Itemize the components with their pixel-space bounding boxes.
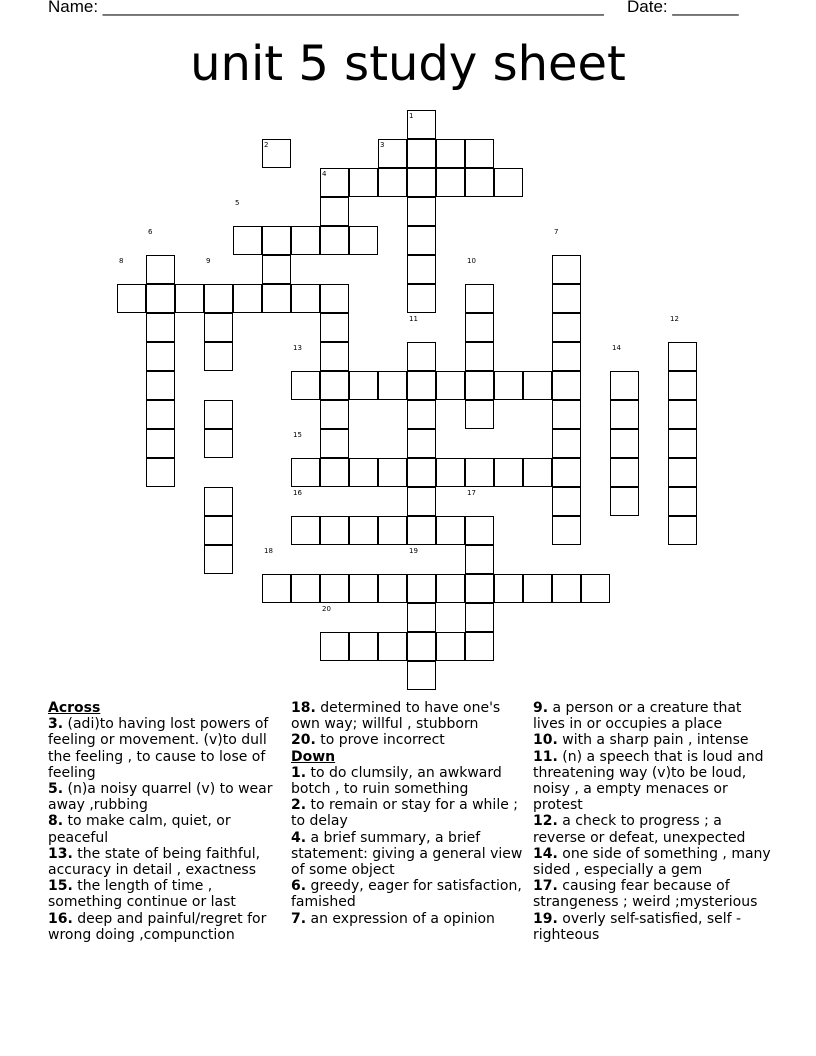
clue-number: 14. xyxy=(533,845,558,862)
grid-cell[interactable] xyxy=(407,255,436,284)
clue-text: an expression of a opinion xyxy=(306,910,495,927)
grid-cell[interactable] xyxy=(117,284,146,313)
clue-text: to prove incorrect xyxy=(315,732,445,749)
clue-2 xyxy=(291,797,531,829)
grid-cell[interactable] xyxy=(320,632,349,661)
grid-cell[interactable] xyxy=(465,458,494,487)
grid-cell[interactable] xyxy=(552,516,581,545)
clue-number-6: 6 xyxy=(148,228,153,236)
grid-cell[interactable] xyxy=(378,458,407,487)
grid-cell[interactable] xyxy=(523,458,552,487)
grid-cell[interactable] xyxy=(204,400,233,429)
grid-cell[interactable] xyxy=(465,574,494,603)
grid-cell[interactable] xyxy=(465,516,494,545)
grid-cell[interactable] xyxy=(146,429,175,458)
grid-cell[interactable] xyxy=(436,632,465,661)
grid-cell[interactable] xyxy=(291,516,320,545)
grid-cell[interactable] xyxy=(465,313,494,342)
clue-number-19: 19 xyxy=(409,547,418,555)
grid-cell[interactable] xyxy=(146,284,175,313)
clue-number-11: 11 xyxy=(409,315,418,323)
grid-cell[interactable] xyxy=(146,458,175,487)
grid-cell[interactable] xyxy=(523,574,552,603)
clue-text: overly self-satisfied, self -righteous xyxy=(533,910,742,943)
clue-number-15: 15 xyxy=(293,431,302,439)
grid-cell[interactable] xyxy=(291,284,320,313)
clue-number: 16. xyxy=(48,910,73,927)
grid-cell[interactable] xyxy=(204,429,233,458)
clue-number-2: 2 xyxy=(264,141,269,149)
clue-15 xyxy=(48,878,288,910)
clue-7 xyxy=(291,911,531,927)
clue-6 xyxy=(291,878,531,910)
grid-cell[interactable] xyxy=(349,458,378,487)
grid-cell[interactable] xyxy=(320,371,349,400)
grid-cell[interactable] xyxy=(436,168,465,197)
clue-number-16: 16 xyxy=(293,489,302,497)
grid-cell[interactable] xyxy=(204,342,233,371)
grid-cell[interactable] xyxy=(465,139,494,168)
grid-cell[interactable] xyxy=(146,342,175,371)
clue-text: (adi)to having lost powers of feeling or movement. (v)to dull the feeling , to cause to lose of feeling xyxy=(48,716,269,781)
grid-cell[interactable] xyxy=(552,458,581,487)
grid-cell[interactable] xyxy=(407,603,436,632)
grid-cell[interactable] xyxy=(146,400,175,429)
grid-cell[interactable] xyxy=(494,574,523,603)
grid-cell[interactable] xyxy=(407,400,436,429)
clue-16 xyxy=(48,911,288,943)
clue-text: a check to progress ; a reverse or defeat, unexpected xyxy=(533,813,746,846)
clue-number: 10. xyxy=(533,732,558,749)
grid-cell[interactable] xyxy=(204,516,233,545)
clue-number: 1. xyxy=(291,764,307,781)
grid-cell[interactable] xyxy=(436,574,465,603)
grid-cell[interactable] xyxy=(552,313,581,342)
clue-number-13: 13 xyxy=(293,344,302,352)
clue-3 xyxy=(48,716,288,781)
grid-cell[interactable] xyxy=(494,371,523,400)
clue-number-18: 18 xyxy=(264,547,273,555)
clue-number-7: 7 xyxy=(554,228,559,236)
grid-cell[interactable] xyxy=(407,458,436,487)
grid-cell[interactable] xyxy=(204,487,233,516)
grid-cell[interactable] xyxy=(407,197,436,226)
clue-number-3: 3 xyxy=(380,141,385,149)
grid-cell[interactable] xyxy=(610,400,639,429)
clue-text: to do clumsily, an awkward botch , to ruin something xyxy=(291,764,502,798)
name-blank[interactable]: _____________________________________________________ xyxy=(102,0,604,16)
grid-cell[interactable] xyxy=(146,313,175,342)
grid-cell[interactable] xyxy=(552,487,581,516)
grid-cell[interactable] xyxy=(436,458,465,487)
clue-number: 17. xyxy=(533,878,558,895)
clue-text: deep and painful/regret for wrong doing ,compunction xyxy=(48,910,267,943)
clue-number: 4. xyxy=(291,829,307,846)
clue-number: 2. xyxy=(291,797,307,814)
grid-cell[interactable] xyxy=(378,516,407,545)
grid-cell[interactable] xyxy=(233,284,262,313)
clue-11 xyxy=(533,749,773,814)
grid-cell[interactable] xyxy=(349,226,378,255)
grid-cell[interactable] xyxy=(407,371,436,400)
grid-cell[interactable] xyxy=(262,255,291,284)
grid-cell[interactable] xyxy=(320,313,349,342)
clue-text: to remain or stay for a while ; to delay xyxy=(291,797,518,830)
grid-cell[interactable] xyxy=(494,458,523,487)
clue-number: 6. xyxy=(291,878,307,895)
grid-cell[interactable] xyxy=(552,371,581,400)
grid-cell[interactable] xyxy=(581,574,610,603)
date-label: Date: xyxy=(627,0,673,16)
page-title: unit 5 study sheet xyxy=(190,36,626,92)
grid-cell[interactable] xyxy=(610,458,639,487)
clue-18 xyxy=(291,700,531,732)
clue-text: causing fear because of strangeness ; weird ;mysterious xyxy=(533,878,758,911)
grid-cell[interactable] xyxy=(668,400,697,429)
clue-5 xyxy=(48,781,288,813)
clue-number-5: 5 xyxy=(235,199,240,207)
grid-cell[interactable] xyxy=(175,284,204,313)
clue-text: one side of something , many sided , especially a gem xyxy=(533,845,771,879)
grid-cell[interactable] xyxy=(494,168,523,197)
grid-cell[interactable] xyxy=(668,342,697,371)
grid-cell[interactable] xyxy=(146,371,175,400)
grid-cell[interactable] xyxy=(349,168,378,197)
clue-17 xyxy=(533,878,773,910)
grid-cell[interactable] xyxy=(465,400,494,429)
grid-cell[interactable] xyxy=(407,632,436,661)
clue-20 xyxy=(291,732,531,748)
clue-text: a person or a creature that lives in or occupies a place xyxy=(533,700,742,733)
clues-column-1 xyxy=(48,700,288,943)
clue-14 xyxy=(533,846,773,878)
grid-cell[interactable] xyxy=(407,487,436,516)
down-heading: Down xyxy=(291,748,336,765)
grid-cell[interactable] xyxy=(204,545,233,574)
grid-cell[interactable] xyxy=(320,516,349,545)
grid-cell[interactable] xyxy=(291,458,320,487)
clue-number-8: 8 xyxy=(119,257,124,265)
grid-cell[interactable] xyxy=(407,516,436,545)
clue-number: 9. xyxy=(533,700,549,716)
grid-cell[interactable] xyxy=(320,574,349,603)
grid-cell[interactable] xyxy=(204,284,233,313)
clue-number: 15. xyxy=(48,878,73,895)
clue-text: determined to have one's own way; willful , stubborn xyxy=(291,700,501,733)
clue-9 xyxy=(533,700,773,732)
grid-cell[interactable] xyxy=(465,603,494,632)
grid-cell[interactable] xyxy=(610,429,639,458)
grid-cell[interactable] xyxy=(552,574,581,603)
clue-number: 11. xyxy=(533,748,558,765)
clue-number-9: 9 xyxy=(206,257,211,265)
grid-cell[interactable] xyxy=(407,139,436,168)
grid-cell[interactable] xyxy=(552,342,581,371)
grid-cell[interactable] xyxy=(349,632,378,661)
clue-number: 7. xyxy=(291,910,307,927)
grid-cell[interactable] xyxy=(436,139,465,168)
clue-number: 13. xyxy=(48,845,73,862)
grid-cell[interactable] xyxy=(668,458,697,487)
grid-cell[interactable] xyxy=(465,371,494,400)
grid-cell[interactable] xyxy=(523,371,552,400)
grid-cell[interactable] xyxy=(320,226,349,255)
grid-cell[interactable] xyxy=(320,197,349,226)
clue-1 xyxy=(291,765,531,797)
clue-number-14: 14 xyxy=(612,344,621,352)
across-heading: Across xyxy=(48,700,101,716)
grid-cell[interactable] xyxy=(378,371,407,400)
clues-column-2 xyxy=(291,700,531,927)
clue-number-20: 20 xyxy=(322,605,331,613)
clue-text: with a sharp pain , intense xyxy=(557,732,749,749)
clue-4 xyxy=(291,830,531,879)
grid-cell[interactable] xyxy=(436,516,465,545)
grid-cell[interactable] xyxy=(407,168,436,197)
clue-number: 18. xyxy=(291,700,316,716)
clue-number: 12. xyxy=(533,813,558,830)
grid-cell[interactable] xyxy=(552,255,581,284)
grid-cell[interactable] xyxy=(320,342,349,371)
grid-cell[interactable] xyxy=(407,429,436,458)
grid-cell[interactable] xyxy=(407,574,436,603)
grid-cell[interactable] xyxy=(349,516,378,545)
grid-cell[interactable] xyxy=(262,226,291,255)
grid-cell[interactable] xyxy=(465,284,494,313)
grid-cell[interactable] xyxy=(291,574,320,603)
clue-text: a brief summary, a brief statement: giving a general view of some object xyxy=(291,829,523,879)
grid-cell[interactable] xyxy=(407,226,436,255)
grid-cell[interactable] xyxy=(378,632,407,661)
grid-cell[interactable] xyxy=(204,313,233,342)
grid-cell[interactable] xyxy=(233,226,262,255)
grid-cell[interactable] xyxy=(320,429,349,458)
clue-text: (n) a speech that is loud and threatening way (v)to be loud, noisy , a empty menaces or protest xyxy=(533,748,764,814)
clue-text: (n)a noisy quarrel (v) to wear away ,rubbing xyxy=(48,781,273,814)
clue-8 xyxy=(48,813,288,845)
grid-cell[interactable] xyxy=(407,661,436,690)
grid-cell[interactable] xyxy=(668,371,697,400)
clue-12 xyxy=(533,813,773,845)
clue-text: the length of time , something continue or last xyxy=(48,878,236,911)
clue-number: 20. xyxy=(291,732,316,749)
clue-text: to make calm, quiet, or peaceful xyxy=(48,813,231,846)
clue-number-17: 17 xyxy=(467,489,476,497)
grid-cell[interactable] xyxy=(407,284,436,313)
grid-cell[interactable] xyxy=(378,574,407,603)
clue-number-10: 10 xyxy=(467,257,476,265)
grid-cell[interactable] xyxy=(262,574,291,603)
grid-cell[interactable] xyxy=(610,371,639,400)
clue-text: the state of being faithful, accuracy in detail , exactness xyxy=(48,845,261,879)
grid-cell[interactable] xyxy=(465,545,494,574)
grid-cell[interactable] xyxy=(349,574,378,603)
grid-cell[interactable] xyxy=(378,168,407,197)
clue-19 xyxy=(533,911,773,943)
grid-cell[interactable] xyxy=(465,342,494,371)
clue-10 xyxy=(533,732,773,748)
grid-cell[interactable] xyxy=(668,429,697,458)
clue-13 xyxy=(48,846,288,878)
grid-cell[interactable] xyxy=(465,168,494,197)
grid-cell[interactable] xyxy=(668,516,697,545)
grid-cell[interactable] xyxy=(407,342,436,371)
grid-cell[interactable] xyxy=(349,371,378,400)
grid-cell[interactable] xyxy=(320,284,349,313)
grid-cell[interactable] xyxy=(552,429,581,458)
clues-column-3 xyxy=(533,700,773,943)
date-blank[interactable]: _______ xyxy=(672,0,739,16)
grid-cell[interactable] xyxy=(320,400,349,429)
grid-cell[interactable] xyxy=(552,400,581,429)
grid-cell[interactable] xyxy=(262,284,291,313)
clue-number: 5. xyxy=(48,781,64,798)
clue-number: 8. xyxy=(48,813,64,830)
clue-number: 19. xyxy=(533,910,558,927)
grid-cell[interactable] xyxy=(610,487,639,516)
clue-number-12: 12 xyxy=(670,315,679,323)
clue-number: 3. xyxy=(48,716,64,733)
grid-cell[interactable] xyxy=(291,226,320,255)
grid-cell[interactable] xyxy=(436,371,465,400)
clue-number-1: 1 xyxy=(409,112,414,120)
grid-cell[interactable] xyxy=(146,255,175,284)
clue-number-4: 4 xyxy=(322,170,327,178)
grid-cell[interactable] xyxy=(668,487,697,516)
name-label: Name: xyxy=(48,0,103,16)
grid-cell[interactable] xyxy=(320,458,349,487)
grid-cell[interactable] xyxy=(291,371,320,400)
grid-cell[interactable] xyxy=(465,632,494,661)
clue-text: greedy, eager for satisfaction, famished xyxy=(291,878,522,911)
grid-cell[interactable] xyxy=(552,284,581,313)
